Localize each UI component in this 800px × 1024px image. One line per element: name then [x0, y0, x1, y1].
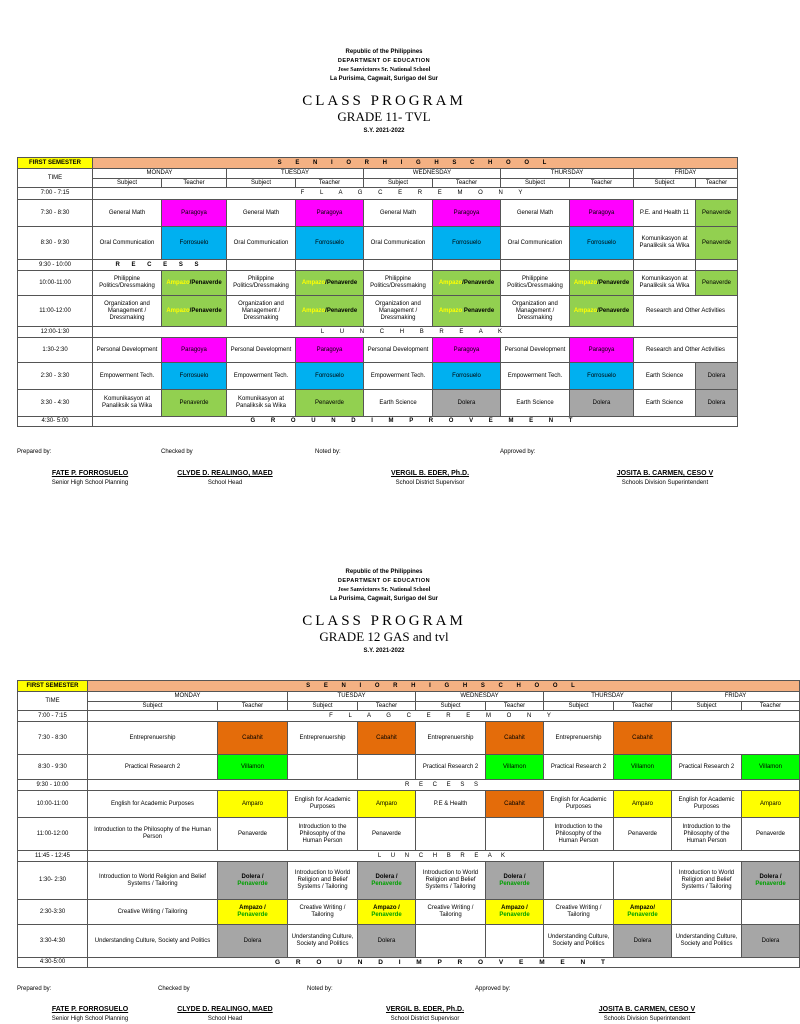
teacher-cell [296, 296, 364, 327]
time-slot: 11:00-12:00 [18, 296, 93, 327]
empty-cell [288, 755, 358, 780]
department-line: DEPARTMENT OF EDUCATION [337, 58, 431, 64]
subject-cell: English for Academic Purposes [544, 791, 614, 818]
teacher-cell [486, 900, 544, 925]
teacher-a: Ampazo [166, 307, 190, 314]
teacher-cell: Villamon [218, 755, 288, 780]
teacher-cell: Cabahit [614, 722, 672, 755]
subject-cell: Practical Research 2 [416, 755, 486, 780]
signatory [572, 1006, 722, 1022]
teacher-cell: Cabahit [218, 722, 288, 755]
noted-label: Noted by: [315, 449, 341, 455]
teacher-cell: Forrosuelo [433, 363, 501, 390]
school-year: S.Y. 2021-2022 [363, 128, 405, 134]
signatory-name: CLYDE D. REALINGO, MAED [177, 470, 273, 477]
teacher-cell: Amparo [614, 791, 672, 818]
teacher-cell: Forrosuelo [433, 227, 501, 260]
teacher-cell: Paragoya [296, 200, 364, 227]
school-line: Jose Sanvictores Sr. National School [337, 67, 431, 73]
checked-label: Checked by [158, 986, 190, 992]
teacher-a: Ampazo [301, 307, 326, 314]
subject-cell: Entreprenuership [416, 722, 486, 755]
teacher-cell: Penaverde [696, 227, 738, 260]
subject-cell: Empowerment Tech. [93, 363, 162, 390]
signatory-position: Senior High School Planning [51, 480, 129, 486]
teacher-cell: Penaverde [296, 390, 364, 417]
col-subject: Subject [93, 179, 162, 188]
teacher-cell: Penaverde [742, 818, 800, 851]
teacher-b: /Penaverde [325, 279, 358, 286]
subject-cell: Understanding Culture, Society and Politics [544, 925, 614, 958]
time-slot: 2:30 - 3:30 [18, 363, 93, 390]
teacher-a: Ampazo / [501, 905, 528, 911]
teacher-cell: Dolera [433, 390, 501, 417]
address-line: La Purisima, Cagwait, Surigao del Sur [329, 596, 439, 602]
teacher-a: Ampazo [166, 279, 190, 286]
col-subject: Subject [416, 702, 486, 711]
teacher-cell [218, 900, 288, 925]
teacher-b: /Penaverde [189, 307, 222, 314]
teacher-cell [358, 862, 416, 900]
empty-cell [672, 900, 742, 925]
school-line: Jose Sanvictores Sr. National School [337, 587, 431, 593]
signatory-name: CLYDE D. REALINGO, MAED [177, 1006, 273, 1013]
signatory-position: School District Supervisor [395, 480, 465, 486]
teacher-cell: Penaverde [614, 818, 672, 851]
teacher-cell: Dolera [696, 363, 738, 390]
subject-cell: Oral Communication [364, 227, 433, 260]
empty-cell [486, 925, 544, 958]
teacher-cell: Cabahit [358, 722, 416, 755]
teacher-cell: Penaverde [162, 390, 227, 417]
signatory [590, 470, 740, 486]
subject-cell: Personal Development [364, 338, 433, 363]
empty-cell [358, 755, 416, 780]
subject-cell: Creative Writing / Tailoring [416, 900, 486, 925]
noted-label: Noted by: [307, 986, 333, 992]
teacher-cell: Villamon [742, 755, 800, 780]
empty-cell [486, 818, 544, 851]
empty-cell [672, 722, 800, 755]
flag-ceremony: F L A G C E R E M O N Y [88, 711, 800, 722]
subject-cell: Understanding Culture, Society and Politics [88, 925, 218, 958]
col-teacher: Teacher [162, 179, 227, 188]
subject-cell: General Math [93, 200, 162, 227]
teacher-cell: Paragoya [162, 200, 227, 227]
empty-cell [614, 862, 672, 900]
research-activities: Research and Other Activities [634, 296, 738, 327]
empty-cell [416, 818, 486, 851]
subject-cell: Earth Science [634, 363, 696, 390]
teacher-b: /Penaverde [325, 307, 358, 314]
time-slot: 1:30- 2:30 [18, 862, 88, 900]
prepared-label: Prepared by: [17, 986, 52, 992]
teacher-cell: Amparo [218, 791, 288, 818]
subject-cell: Introduction to World Religion and Belief Systems / Tailoring [88, 862, 218, 900]
shs-banner: S E N I O R H I G H S C H O O L [93, 158, 738, 169]
empty-cell [742, 900, 800, 925]
teacher-a: Dolera / [759, 873, 782, 880]
subject-cell: Practical Research 2 [88, 755, 218, 780]
ground-improvement: G R O U N D I M P R O V E M E N T [93, 417, 738, 427]
subject-cell: Practical Research 2 [672, 755, 742, 780]
time-slot: 1:30-2:30 [18, 338, 93, 363]
teacher-cell [570, 271, 634, 296]
signatory-position: Schools Division Superintendent [603, 1016, 691, 1022]
teacher-a: Dolera / [503, 873, 526, 880]
teacher-a: Ampazo [301, 279, 326, 286]
subject-cell: Practical Research 2 [544, 755, 614, 780]
signatory-position: Schools Division Superintendent [621, 480, 709, 486]
subject-cell: Introduction to World Religion and Belief Systems / Tailoring [672, 862, 742, 900]
teacher-cell: Cabahit [486, 722, 544, 755]
col-teacher: Teacher [742, 702, 800, 711]
teacher-b: Penaverde [463, 307, 495, 314]
teacher-cell [433, 296, 501, 327]
teacher-cell: Dolera [358, 925, 416, 958]
time-slot: 3:30-4:30 [18, 925, 88, 958]
program-1-header [0, 48, 768, 137]
subject-cell: Personal Development [93, 338, 162, 363]
time-slot: 9:30 - 10:00 [18, 780, 88, 791]
col-subject: Subject [501, 179, 570, 188]
col-subject: Subject [672, 702, 742, 711]
col-teacher: Teacher [486, 702, 544, 711]
signatory-position: School Head [207, 480, 243, 486]
subject-cell: Creative Writing / Tailoring [544, 900, 614, 925]
signatory-name: FATE P. FORROSUELO [51, 1006, 129, 1013]
empty-cell [433, 260, 501, 271]
day-monday: MONDAY [93, 169, 227, 179]
signatory-name: FATE P. FORROSUELO [51, 470, 129, 477]
teacher-a: Ampazo/ [629, 905, 655, 911]
teacher-cell [570, 296, 634, 327]
subject-cell: Creative Writing / Tailoring [88, 900, 218, 925]
signatory [30, 1006, 150, 1022]
subject-cell: Introduction to World Religion and Belief Systems / Tailoring [416, 862, 486, 900]
subject-cell: Introduction to the Philosophy of the Human Person [88, 818, 218, 851]
col-teacher: Teacher [358, 702, 416, 711]
col-subject: Subject [544, 702, 614, 711]
time-slot: 8:30 - 9:30 [18, 755, 88, 780]
teacher-a: Dolera / [375, 873, 398, 880]
time-slot: 12:00-1:30 [18, 327, 93, 338]
teacher-cell: Villamon [486, 755, 544, 780]
subject-cell: P.E & Health [416, 791, 486, 818]
subject-cell: Earth Science [501, 390, 570, 417]
grade-title: GRADE 11- TVL [337, 109, 431, 124]
subject-cell: Philippine Politics/Dressmaking [501, 271, 570, 296]
research-activities: Research and Other Activities [634, 338, 738, 363]
subject-cell: Oral Communication [501, 227, 570, 260]
teacher-cell [218, 862, 288, 900]
teacher-cell: Forrosuelo [570, 363, 634, 390]
signatory-name: JOSITA B. CARMEN, CESO V [616, 470, 714, 477]
schedule-table-1 [17, 157, 738, 427]
grade-title: GRADE 12 GAS and tvl [319, 629, 449, 644]
teacher-cell [162, 296, 227, 327]
col-teacher: Teacher [570, 179, 634, 188]
subject-cell: Understanding Culture, Society and Politics [672, 925, 742, 958]
teacher-cell: Paragoya [433, 200, 501, 227]
subject-cell: P.E. and Health 11 [634, 200, 696, 227]
checked-label: Checked by [161, 449, 193, 455]
day-monday: MONDAY [88, 692, 288, 702]
col-teacher: Teacher [433, 179, 501, 188]
teacher-b: Penaverde [371, 880, 402, 887]
teacher-b: Penaverde [371, 912, 402, 918]
teacher-a: Ampazo [573, 307, 598, 314]
signatory [360, 470, 500, 486]
teacher-cell [614, 900, 672, 925]
empty-cell [296, 260, 364, 271]
teacher-cell: Dolera [570, 390, 634, 417]
time-header: TIME [18, 169, 93, 188]
teacher-cell: Paragoya [570, 338, 634, 363]
teacher-cell: Dolera [742, 925, 800, 958]
teacher-a: Ampazo / [373, 905, 400, 911]
teacher-b: /Penaverde [597, 307, 630, 314]
signatory-position: Senior High School Planning [51, 1016, 129, 1022]
lunch-break: L U N C H B R E A K [88, 851, 800, 862]
col-subject: Subject [364, 179, 433, 188]
subject-cell: Creative Writing / Tailoring [288, 900, 358, 925]
subject-cell: Komunikasyon at Panaliksik sa Wika [634, 227, 696, 260]
col-teacher: Teacher [696, 179, 738, 188]
col-teacher: Teacher [614, 702, 672, 711]
empty-cell [696, 260, 738, 271]
subject-cell: Entreprenuership [288, 722, 358, 755]
subject-cell: Komunikasyon at Panaliksik sa Wika [634, 271, 696, 296]
teacher-cell [486, 862, 544, 900]
lunch-break: L U N C H B R E A K [93, 327, 738, 338]
empty-cell [544, 862, 614, 900]
subject-cell: English for Academic Purposes [88, 791, 218, 818]
empty-cell [634, 260, 696, 271]
department-line: DEPARTMENT OF EDUCATION [337, 578, 431, 584]
day-friday: FRIDAY [634, 169, 738, 179]
subject-cell: Organization and Management / Dressmaking [364, 296, 433, 327]
approved-label: Approved by: [500, 449, 536, 455]
teacher-cell [358, 900, 416, 925]
teacher-cell: Paragoya [162, 338, 227, 363]
day-wednesday: WEDNESDAY [416, 692, 544, 702]
day-thursday: THURSDAY [501, 169, 634, 179]
time-slot: 7:30 - 8:30 [18, 200, 93, 227]
col-subject: Subject [634, 179, 696, 188]
teacher-cell: Penaverde [696, 200, 738, 227]
teacher-a: Ampazo / [239, 905, 266, 911]
teacher-cell: Amparo [358, 791, 416, 818]
time-header: TIME [18, 692, 88, 711]
col-subject: Subject [288, 702, 358, 711]
subject-cell: Introduction to the Philosophy of the Human Person [544, 818, 614, 851]
teacher-cell: Penaverde [218, 818, 288, 851]
col-teacher: Teacher [218, 702, 288, 711]
school-year: S.Y. 2021-2022 [363, 648, 405, 654]
teacher-cell: Amparo [742, 791, 800, 818]
time-slot: 10:00-11:00 [18, 271, 93, 296]
teacher-cell: Villamon [614, 755, 672, 780]
signatory [30, 470, 150, 486]
schedule-table-2 [17, 680, 800, 968]
time-slot: 8:30 - 9:30 [18, 227, 93, 260]
teacher-b: Penaverde [237, 912, 268, 918]
teacher-cell: Forrosuelo [162, 227, 227, 260]
program-2-header [0, 568, 768, 657]
day-friday: FRIDAY [672, 692, 800, 702]
flag-ceremony: F L A G C E R E M O N Y [93, 188, 738, 200]
subject-cell: Oral Communication [93, 227, 162, 260]
semester-label: FIRST SEMESTER [18, 681, 88, 692]
subject-cell: Philippine Politics/Dressmaking [364, 271, 433, 296]
subject-cell: Entreprenuership [544, 722, 614, 755]
teacher-b: /Penaverde [189, 279, 222, 286]
day-wednesday: WEDNESDAY [364, 169, 501, 179]
subject-cell: Earth Science [364, 390, 433, 417]
col-teacher: Teacher [296, 179, 364, 188]
recess-label: R E C E S S [88, 780, 800, 791]
teacher-cell: Paragoya [570, 200, 634, 227]
teacher-cell: Dolera [614, 925, 672, 958]
teacher-cell: Forrosuelo [296, 227, 364, 260]
time-slot: 3:30 - 4:30 [18, 390, 93, 417]
subject-cell: General Math [227, 200, 296, 227]
teacher-cell [742, 862, 800, 900]
time-slot: 7:30 - 8:30 [18, 722, 88, 755]
teacher-cell: Penaverde [358, 818, 416, 851]
teacher-cell [433, 271, 501, 296]
teacher-cell [296, 271, 364, 296]
teacher-b: /Penaverde [462, 279, 495, 286]
subject-cell: General Math [501, 200, 570, 227]
signatory [355, 1006, 495, 1022]
teacher-b: Penaverde [627, 912, 658, 918]
subject-cell: Personal Development [227, 338, 296, 363]
teacher-a: Ampazo [438, 307, 463, 314]
subject-cell: Understanding Culture, Society and Politics [288, 925, 358, 958]
subject-cell: Personal Development [501, 338, 570, 363]
class-program-title: CLASS PROGRAM [302, 93, 466, 109]
recess-label: R E C E S S [93, 260, 227, 271]
col-subject: Subject [227, 179, 296, 188]
time-slot: 10:00-11:00 [18, 791, 88, 818]
col-subject: Subject [88, 702, 218, 711]
subject-cell: Organization and Management / Dressmaking [93, 296, 162, 327]
teacher-a: Ampazo [438, 279, 463, 286]
subject-cell: Organization and Management / Dressmaking [227, 296, 296, 327]
subject-cell: General Math [364, 200, 433, 227]
subject-cell: Empowerment Tech. [501, 363, 570, 390]
teacher-cell: Paragoya [433, 338, 501, 363]
semester-label: FIRST SEMESTER [18, 158, 93, 169]
teacher-b: Penaverde [499, 912, 530, 918]
signatory [165, 470, 285, 486]
empty-cell [570, 260, 634, 271]
time-slot: 7:00 - 7:15 [18, 188, 93, 200]
teacher-cell: Forrosuelo [296, 363, 364, 390]
empty-cell [501, 260, 570, 271]
subject-cell: English for Academic Purposes [288, 791, 358, 818]
day-thursday: THURSDAY [544, 692, 672, 702]
subject-cell: Earth Science [634, 390, 696, 417]
day-tuesday: TUESDAY [288, 692, 416, 702]
signatory-name: VERGIL B. EDER, Ph.D. [390, 470, 470, 477]
ground-improvement: G R O U N D I M P R O V E M E N T [88, 958, 800, 968]
teacher-cell: Dolera [218, 925, 288, 958]
empty-cell [364, 260, 433, 271]
subject-cell: Philippine Politics/Dressmaking [93, 271, 162, 296]
teacher-cell: Forrosuelo [162, 363, 227, 390]
prepared-label: Prepared by: [17, 449, 52, 455]
shs-banner: S E N I O R H I G H S C H O O L [88, 681, 800, 692]
teacher-a: Ampazo [573, 279, 598, 286]
empty-cell [416, 925, 486, 958]
subject-cell: Oral Communication [227, 227, 296, 260]
teacher-cell: Paragoya [296, 338, 364, 363]
teacher-cell: Penaverde [696, 271, 738, 296]
address-line: La Purisima, Cagwait, Surigao del Sur [329, 76, 439, 82]
subject-cell: Introduction to the Philosophy of the Human Person [672, 818, 742, 851]
teacher-cell: Forrosuelo [570, 227, 634, 260]
time-slot: 9:30 - 10:00 [18, 260, 93, 271]
empty-cell [227, 260, 296, 271]
class-program-title: CLASS PROGRAM [302, 613, 466, 629]
time-slot: 11:45 - 12:45 [18, 851, 88, 862]
subject-cell: Komunikasyon at Panaliksik sa Wika [93, 390, 162, 417]
teacher-cell [162, 271, 227, 296]
subject-cell: English for Academic Purposes [672, 791, 742, 818]
teacher-b: Penaverde [499, 880, 530, 887]
subject-cell: Introduction to the Philosophy of the Human Person [288, 818, 358, 851]
signatory-position: School Head [207, 1016, 243, 1022]
teacher-b: Penaverde [237, 880, 268, 887]
signatory [165, 1006, 285, 1022]
time-slot: 4:30- 5:00 [18, 417, 93, 427]
day-tuesday: TUESDAY [227, 169, 364, 179]
approved-label: Approved by: [475, 986, 511, 992]
republic-line: Republic of the Philippines [345, 569, 423, 575]
republic-line: Republic of the Philippines [345, 49, 423, 55]
signatory-name: JOSITA B. CARMEN, CESO V [598, 1006, 696, 1013]
subject-cell: Komunikasyon at Panaliksik sa Wika [227, 390, 296, 417]
subject-cell: Empowerment Tech. [227, 363, 296, 390]
time-slot: 2:30-3:30 [18, 900, 88, 925]
subject-cell: Organization and Management / Dressmaking [501, 296, 570, 327]
teacher-a: Dolera / [241, 873, 264, 880]
signatory-name: VERGIL B. EDER, Ph.D. [385, 1006, 465, 1013]
subject-cell: Philippine Politics/Dressmaking [227, 271, 296, 296]
signatory-position: School District Supervisor [390, 1016, 460, 1022]
teacher-cell: Dolera [696, 390, 738, 417]
time-slot: 11:00-12:00 [18, 818, 88, 851]
subject-cell: Entreprenuership [88, 722, 218, 755]
teacher-b: /Penaverde [597, 279, 630, 286]
subject-cell: Empowerment Tech. [364, 363, 433, 390]
time-slot: 4:30-5:00 [18, 958, 88, 968]
subject-cell: Introduction to World Religion and Belief Systems / Tailoring [288, 862, 358, 900]
teacher-cell: Cabahit [486, 791, 544, 818]
teacher-b: Penaverde [755, 880, 786, 887]
time-slot: 7:00 - 7:15 [18, 711, 88, 722]
